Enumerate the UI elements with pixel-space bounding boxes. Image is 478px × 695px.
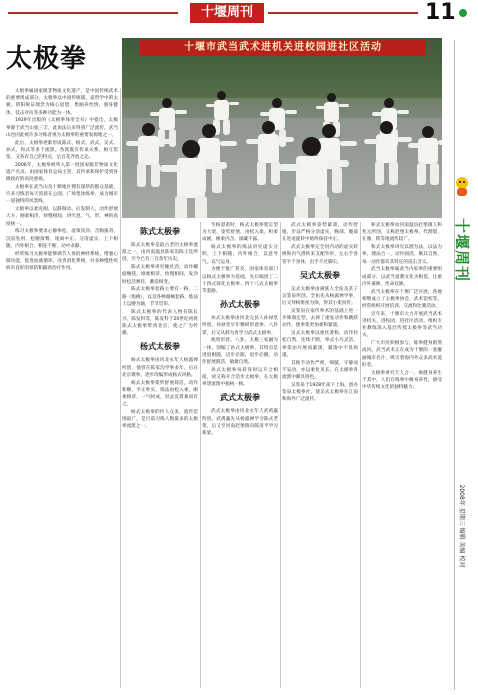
performer-arm [279,164,302,172]
performer-leg [137,163,146,186]
header-rule-left [8,12,178,14]
performer-head [142,123,155,136]
article-paragraph: 太极拳属国家级非物质文化遗产，是中国传统武术的重要组成部分。太极拳以中国传统儒、道哲学中的太极、阴阳辩证理念为核心思想，集颐养性情、强身健体、技击对抗等多种功能为一体。 [6,89,118,116]
article-paragraph: 吴式太极拳由满族人全佑及其子吴鉴泉所创。全佑先从杨露禅学拳，后又拜杨班侯为师，得其小架真传。 [282,286,358,307]
article-column-4 [282,222,358,688]
performer-leg [389,161,398,184]
article-paragraph: 孙式太极拳由河北完县人孙禄堂所创。孙禄堂早年精研形意拳、八卦掌，后又从郝为真学习武式太极拳。 [202,316,278,336]
article-paragraph: 练习太极拳要求心静体松、虚领顶劲、含胸拔背、沉肩坠肘、松腰敛臀、尾闾中正、分清虚实、上下相随、内外相合、相连不断、动中求静。 [6,229,118,249]
performer-leg [257,161,266,184]
article-paragraph: 2006年，太极拳被列入第一批国家级非物质文化遗产名录，由国家体育总局主管，其传承和保护受到各级政府的高度重视。 [6,162,118,183]
performer-arm [205,162,227,169]
article-paragraph: 陈式太极拳套路主要有一路、二路（炮捶），以及各种器械套路，练法上以腰为轴，节节贯串。 [122,287,198,307]
performer-leg [417,163,425,185]
article-paragraph: 和式太极拳由河南温县赵堡镇人和兆元所创，又称赵堡太极拳、代理架，在豫、陕等地流传较广。 [362,223,442,243]
article-title-block [6,36,118,82]
article-paragraph: 武式太极拳姿势紧凑，动作舒缓，步法严格分清虚实，胸部、腹部在进退旋转中始终保持中正。 [282,223,358,243]
performer-leg [294,196,307,218]
article-paragraph: 杨式太极拳架势舒展简洁，动作和顺，平正朴实，练法由松入柔，刚柔相济，一气呵成，轻灵沉着兼而有之。 [122,380,198,408]
performer-arm [339,104,350,108]
performer-arm [126,141,142,146]
performer-leg [212,167,222,192]
performer-head [422,126,434,138]
performer-leg [151,163,160,186]
article-paragraph: 吴鉴泉在家传拳术的基础上进一步修润定型，去掉了重复动作和跳跃动作，使拳架更加柔和紧凑。 [282,309,358,329]
article-paragraph: 和式太极拳讲究以理为法，以法为拳，理法合一，动作圆活，顺其自然，每一动作都有其特定的技击含义。 [362,245,442,265]
performer-body [324,102,338,122]
side-logo: 十堰周刊 [453,217,471,282]
performer-head [327,93,336,102]
performer-arm [316,106,327,110]
performer-arm [438,140,442,145]
performer-leg [195,196,208,218]
section-masthead: 十堰周刊 [190,3,264,23]
article-paragraph: 太极拳讲究天人合一，寓健身养生于其中，人们在练拳中修身养性，感受中华传统文化的独特魅力。 [362,370,442,391]
article-subhead: 吴式太极拳 [300,270,340,280]
performer-head [202,124,216,138]
performer-head [380,121,393,134]
performer-body [177,158,206,198]
article-paragraph: 此后，太极拳逐渐形成陈式、杨式、武式、吴式、孙式、和式等多个流派。各派既有传承关系，相互借鉴，又各有自己的特点，呈百花齐放之态。 [6,140,118,161]
performer-arm [397,137,413,142]
side-date-line: 2008年 星期三 编辑 美编 校对 [458,484,465,568]
performer-leg [175,196,188,218]
article-paragraph: 杨式太极拳由河北永年人杨露禅所创，他曾在陈家沟学拳多年，后在北京教拳，逐步改编形成杨式风格。 [122,358,198,378]
performer-body [296,156,326,198]
article-title: 太极拳 [6,44,88,74]
article-paragraph: 吴鉴泉于1928年南下上海，创办鉴泉太极拳社，使吴式太极拳在江南和海外广泛流传。 [282,382,358,403]
article-subhead: 孙式太极拳 [220,300,260,310]
performer-body [376,134,397,163]
article-paragraph: 太极拳在武当山及十堰地区拥有深厚的群众基础，许多习练者每天清晨在公园、广场集体练拳，成为城市一道独特的风景线。 [6,185,118,205]
column-divider [360,222,361,688]
performer-arm [229,102,240,106]
performer-leg [375,161,384,184]
performer-arm [279,137,295,142]
article-paragraph: 陈式太极拳讲究缠丝劲，动作螺旋缠绕，刚柔相济，快慢相间，发劲时松活弹抖，蓄发相变。 [122,265,198,285]
performer-head [384,98,394,108]
performer-arm [246,139,262,144]
article-paragraph: 孙式太极拳每转身时以开合相接，故又称开合活步太极拳，在太极拳诸流派中独树一帜。 [202,367,278,388]
performer-arm [159,139,175,144]
performer-leg [332,167,342,192]
article-paragraph: 武式太极拳由河北永年人武禹襄所创。武禹襄先从杨露禅学习陈式老架，后又至河南赵堡镇向陈清平学习新架。 [202,409,278,437]
performer-body [138,136,159,165]
article-paragraph: 陈式太极拳是最古老的太极拳流派之一，由河南温县陈家沟陈王廷所创，至今已有三百余年历史。 [122,243,198,263]
performer-body [418,138,437,164]
performer-arm [285,110,297,114]
article-paragraph: 为便于推广普及，国家体育部门以杨式太极拳为基础，先后编创了二十四式简化太极拳、四十八式太极拳等套路。 [202,267,278,295]
performer-arm [160,165,182,172]
article-paragraph: 杨式太极拳的练法讲究虚实分明，上下相随，内外相合，以意导气，以气运身。 [202,245,278,265]
performer-arm [364,139,380,144]
article-paragraph: 武当太极拳属武当内家拳的重要组成部分，以武当道教文化为根基，注重内外兼修、性命双修。 [362,267,442,287]
performer-head [162,98,172,108]
performer-arm [260,112,272,116]
article-paragraph: 其推手动作严密、细腻，守静而不妄动，亦以柔化见长，在太极拳各流派中颇具特色。 [282,360,358,381]
header-rule-right [268,12,418,14]
article-paragraph: 1929年出版的《太极拳体用全书》中提出，太极拳源于武当山张三丰，此说法后来得到广泛流传，武当山也因此被许多习练者视为太极拳的重要发源地之一。 [6,118,118,138]
article-subhead: 杨式太极拳 [140,342,180,352]
article-paragraph: 广大市民积极参与，练拳健身蔚然成风，武当武术正在成为十堰的一张靓丽城市名片，吸引着海内外众多武术爱好者。 [362,341,442,368]
article-paragraph: 武当太极拳在十堰广泛开展，各地相继成立了太极拳协会、武术馆校等，经常组织开展培训、交流和比赛活动。 [362,289,442,310]
performer-body [214,100,228,120]
performer-arm [206,104,217,108]
column-divider [120,88,121,688]
article-column-2 [122,222,198,688]
news-photo [122,38,442,218]
performer-head [217,91,226,100]
page-number-dot-icon [459,9,467,17]
performer-leg [315,196,328,218]
article-column-3 [202,222,278,688]
performer-head [322,124,336,138]
article-paragraph: 杨式太极拳的传人众多，流传范围最广，是目前习练人数最多的太极拳流派之一。 [122,410,198,430]
performer-body [258,134,279,163]
article-paragraph: 经常练习太极拳能够调节人体的神经系统，增强心肺功能，促进血液循环，改善消化系统，对多种慢性疾病有良好的预防和辅助治疗作用。 [6,251,118,272]
performer-body [159,108,175,130]
performer-leg [223,119,229,135]
side-logo-wrap [446,190,478,310]
page-number: 11 [425,0,456,25]
performer-arm [150,112,162,116]
performer-arm [175,110,187,114]
photo-banner-text: 十堰市武当武术进机关进校园进社区活动 [184,42,382,53]
performer-arm [340,141,357,147]
performer-arm [372,112,384,116]
performer-head [182,140,200,158]
article-column-5 [362,222,442,688]
column-divider [280,222,281,688]
page-header [0,0,478,26]
performer-head [272,98,282,108]
article-paragraph: 他将形意、八卦、太极三家融为一体，创编了孙式太极拳，其特点是进退相随，迈步必跟，退步必撤，动作舒展圆活，敏捷自然。 [202,338,278,366]
article-subhead: 武式太极拳 [220,393,260,403]
article-paragraph: 至杨澄甫时，杨式太极拳架定型为大架，姿势舒展，由松入柔，积柔成刚，刚柔内含，深藏不露。 [202,223,278,243]
article-paragraph: 太极拳以柔克刚、以静制动、后发制人，动作舒展大方，刚柔相济，快慢相间，讲究意、气、形、神的高度统一。 [6,207,118,227]
performer-arm [327,160,350,168]
side-strip [446,40,478,690]
article-subhead: 陈式太极拳 [140,227,180,236]
article-paragraph: 陈式太极拳的代表人物有陈长兴、陈发科等，陈发科于20世纪初将陈式太极拳带到北京，使之广为传播。 [122,309,198,337]
performer-leg [430,163,438,185]
performer-head [302,137,321,156]
performer-arm [220,141,237,147]
article-paragraph: 武式太极拳完全用内动的虚实转换和内气潜转来支配外形，左右手各管半个身体，出手不过脚尖。 [282,245,358,265]
column-divider [200,222,201,688]
article-paragraph: 近年来，十堰市大力开展武当武术进机关、进校园、进社区活动，组织专业教练深入基层传授太极拳等武当功夫。 [362,311,442,339]
article-paragraph: 吴式太极拳以柔化著称，动作轻松自然，连续不断，拳式小巧灵活，拳架由开展而紧凑，紧凑中不显拘谨。 [282,331,358,358]
performer-head [262,121,275,134]
article-column-1 [6,88,118,688]
performer-arm [397,110,409,114]
performer-arm [408,143,422,148]
